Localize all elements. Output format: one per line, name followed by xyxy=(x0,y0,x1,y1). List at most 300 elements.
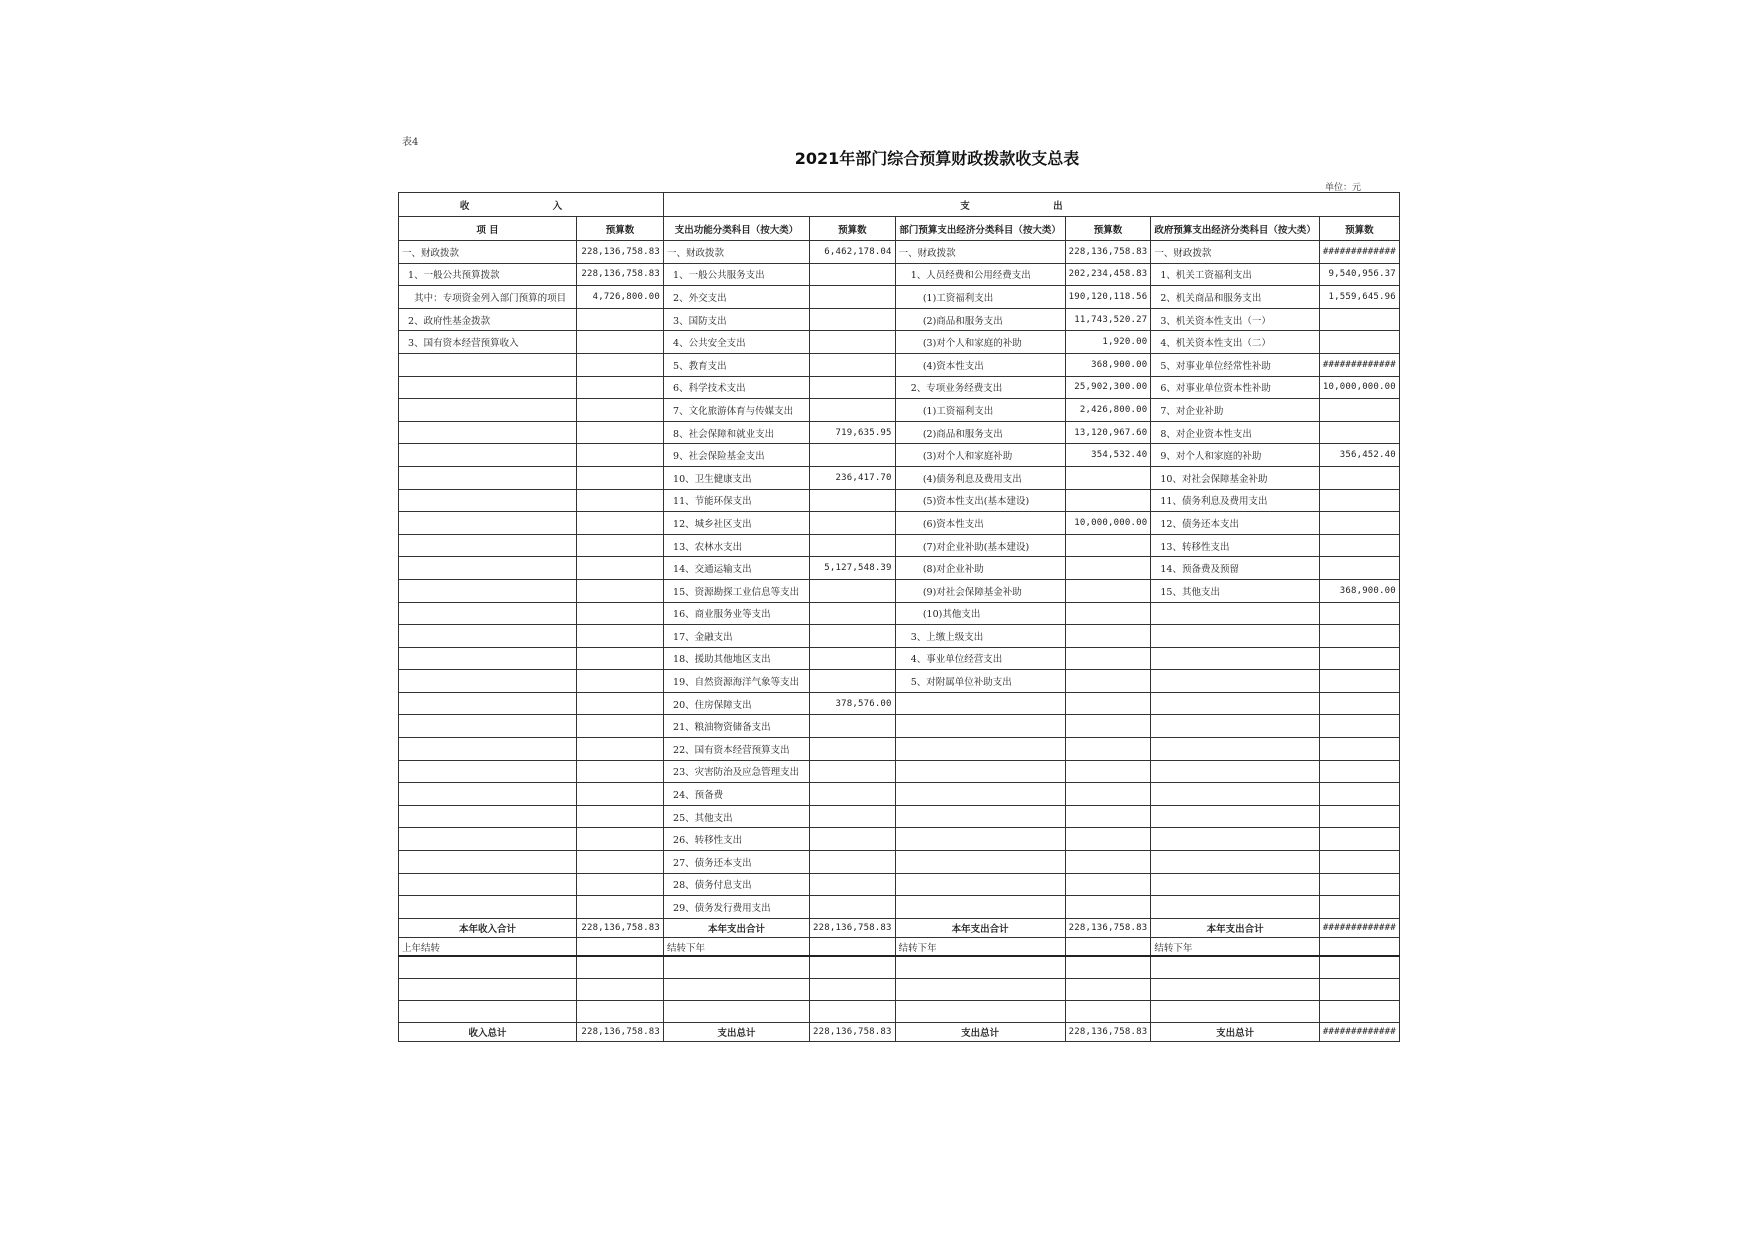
budget-amount-cell xyxy=(1065,937,1151,956)
budget-amount-cell xyxy=(1319,715,1399,738)
budget-amount-cell: 190,120,118.56 xyxy=(1065,286,1151,309)
item-name-cell xyxy=(399,579,577,602)
budget-amount-cell xyxy=(1065,692,1151,715)
budget-amount-cell: 13,120,967.60 xyxy=(1065,421,1151,444)
item-name-cell: 11、债务利息及费用支出 xyxy=(1151,489,1320,512)
budget-amount-cell xyxy=(1319,937,1399,956)
item-name-cell: 支出总计 xyxy=(1151,1022,1320,1041)
table-row xyxy=(399,308,1400,331)
item-name-cell: (1)工资福利支出 xyxy=(895,399,1065,422)
item-name-cell xyxy=(895,783,1065,806)
item-name-cell xyxy=(895,715,1065,738)
item-name-cell xyxy=(1151,896,1320,919)
item-name-cell: 6、对事业单位资本性补助 xyxy=(1151,376,1320,399)
item-name-cell: 其中：专项资金列入部门预算的项目 xyxy=(399,286,577,309)
item-name-cell: (6)资本性支出 xyxy=(895,512,1065,535)
table-row xyxy=(399,715,1400,738)
item-name-cell xyxy=(399,602,577,625)
table-row xyxy=(399,670,1400,693)
item-name-cell: 22、国有资本经营预算支出 xyxy=(664,738,810,761)
item-name-cell: (7)对企业补助(基本建设) xyxy=(895,534,1065,557)
item-name-cell xyxy=(1151,625,1320,648)
item-name-cell: 25、其他支出 xyxy=(664,805,810,828)
budget-amount-cell: 236,417.70 xyxy=(810,466,896,489)
item-name-cell: (4)资本性支出 xyxy=(895,353,1065,376)
table-row xyxy=(399,557,1400,580)
table-row xyxy=(399,241,1400,264)
item-name-cell: 3、机关资本性支出（一） xyxy=(1151,308,1320,331)
budget-amount-cell xyxy=(1319,489,1399,512)
item-name-cell xyxy=(399,873,577,896)
budget-amount-cell xyxy=(1319,331,1399,354)
empty-cell xyxy=(810,978,896,1000)
empty-cell xyxy=(577,956,664,978)
item-name-cell: 7、对企业补助 xyxy=(1151,399,1320,422)
budget-amount-cell xyxy=(1065,851,1151,874)
budget-amount-cell xyxy=(1319,851,1399,874)
table-row xyxy=(399,534,1400,557)
budget-amount-cell xyxy=(1319,828,1399,851)
item-name-cell: 3、上缴上级支出 xyxy=(895,625,1065,648)
empty-cell xyxy=(1065,978,1151,1000)
item-name-cell xyxy=(399,489,577,512)
table-row xyxy=(399,376,1400,399)
table-row xyxy=(399,602,1400,625)
item-name-cell: 18、援助其他地区支出 xyxy=(664,647,810,670)
item-name-cell xyxy=(399,512,577,535)
item-name-cell xyxy=(895,828,1065,851)
item-name-cell: 15、其他支出 xyxy=(1151,579,1320,602)
item-name-cell: 16、商业服务业等支出 xyxy=(664,602,810,625)
item-name-cell: 10、对社会保障基金补助 xyxy=(1151,466,1320,489)
empty-cell xyxy=(810,1000,896,1022)
budget-amount-cell xyxy=(810,738,896,761)
budget-amount-cell: 378,576.00 xyxy=(810,692,896,715)
item-name-cell: 12、城乡社区支出 xyxy=(664,512,810,535)
budget-amount-cell: ############# xyxy=(1319,1022,1399,1041)
item-name-cell: 1、一般公共预算拨款 xyxy=(399,263,577,286)
item-name-cell: 1、人员经费和公用经费支出 xyxy=(895,263,1065,286)
item-name-cell xyxy=(1151,760,1320,783)
table-row xyxy=(399,512,1400,535)
item-name-cell: (3)对个人和家庭的补助 xyxy=(895,331,1065,354)
item-name-cell xyxy=(1151,783,1320,806)
item-name-cell xyxy=(399,625,577,648)
budget-amount-cell xyxy=(1319,873,1399,896)
grand-total-row xyxy=(399,1022,1400,1041)
budget-amount-cell: 25,902,300.00 xyxy=(1065,376,1151,399)
budget-amount-cell xyxy=(1065,557,1151,580)
empty-cell xyxy=(664,956,810,978)
budget-amount-cell: 356,452.40 xyxy=(1319,444,1399,467)
item-name-cell xyxy=(399,783,577,806)
item-name-cell: 9、社会保险基金支出 xyxy=(664,444,810,467)
budget-amount-cell xyxy=(1065,602,1151,625)
budget-amount-cell xyxy=(810,896,896,919)
item-name-cell: 一、财政拨款 xyxy=(895,241,1065,264)
budget-amount-cell xyxy=(1065,805,1151,828)
budget-amount-cell: 2,426,800.00 xyxy=(1065,399,1151,422)
budget-amount-cell xyxy=(577,444,664,467)
item-name-cell xyxy=(399,421,577,444)
table-row xyxy=(399,286,1400,309)
item-name-cell: 支出总计 xyxy=(664,1022,810,1041)
table-row xyxy=(399,647,1400,670)
item-name-cell xyxy=(895,805,1065,828)
item-name-cell: 4、公共安全支出 xyxy=(664,331,810,354)
budget-amount-cell xyxy=(810,399,896,422)
item-name-cell xyxy=(399,647,577,670)
item-name-cell: 本年支出合计 xyxy=(1151,918,1320,937)
column-header: 项 目 xyxy=(399,217,577,241)
budget-amount-cell: 228,136,758.83 xyxy=(810,918,896,937)
budget-amount-cell xyxy=(810,828,896,851)
table-row xyxy=(399,783,1400,806)
column-header: 预算数 xyxy=(810,217,896,241)
budget-amount-cell xyxy=(810,263,896,286)
budget-amount-cell: 228,136,758.83 xyxy=(1065,241,1151,264)
item-name-cell: 13、转移性支出 xyxy=(1151,534,1320,557)
item-name-cell: (10)其他支出 xyxy=(895,602,1065,625)
budget-amount-cell xyxy=(810,331,896,354)
empty-cell xyxy=(810,956,896,978)
budget-amount-cell xyxy=(577,308,664,331)
column-header: 政府预算支出经济分类科目（按大类） xyxy=(1151,217,1320,241)
budget-amount-cell: 6,462,178.04 xyxy=(810,241,896,264)
item-name-cell: 26、转移性支出 xyxy=(664,828,810,851)
budget-amount-cell: 202,234,458.83 xyxy=(1065,263,1151,286)
item-name-cell xyxy=(895,851,1065,874)
budget-amount-cell xyxy=(577,738,664,761)
budget-amount-cell xyxy=(810,670,896,693)
budget-amount-cell xyxy=(810,783,896,806)
item-name-cell: 12、债务还本支出 xyxy=(1151,512,1320,535)
budget-amount-cell: 354,532.40 xyxy=(1065,444,1151,467)
item-name-cell: 14、交通运输支出 xyxy=(664,557,810,580)
budget-amount-cell xyxy=(810,715,896,738)
table-row xyxy=(399,421,1400,444)
item-name-cell: 15、资源勘探工业信息等支出 xyxy=(664,579,810,602)
sheet-label: 表4 xyxy=(402,137,419,148)
item-name-cell: 19、自然资源海洋气象等支出 xyxy=(664,670,810,693)
budget-amount-cell xyxy=(1319,760,1399,783)
empty-cell xyxy=(895,956,1065,978)
budget-amount-cell xyxy=(1065,670,1151,693)
blank-row xyxy=(399,1000,1400,1022)
item-name-cell: 1、机关工资福利支出 xyxy=(1151,263,1320,286)
page-title: 2021年部门综合预算财政拨款收支总表 xyxy=(794,149,1080,168)
budget-amount-cell xyxy=(577,489,664,512)
empty-cell xyxy=(1319,956,1399,978)
table-row xyxy=(399,331,1400,354)
empty-cell xyxy=(399,978,577,1000)
budget-amount-cell xyxy=(1319,399,1399,422)
budget-amount-cell xyxy=(810,534,896,557)
budget-amount-cell xyxy=(1319,647,1399,670)
budget-amount-cell xyxy=(810,512,896,535)
table-row xyxy=(399,263,1400,286)
column-header-row xyxy=(399,217,1400,241)
table-row xyxy=(399,489,1400,512)
table-row xyxy=(399,805,1400,828)
budget-amount-cell xyxy=(1319,602,1399,625)
item-name-cell xyxy=(399,466,577,489)
budget-amount-cell xyxy=(1319,670,1399,693)
item-name-cell: 5、对附属单位补助支出 xyxy=(895,670,1065,693)
budget-amount-cell xyxy=(577,557,664,580)
item-name-cell: (5)资本性支出(基本建设) xyxy=(895,489,1065,512)
budget-amount-cell xyxy=(1065,783,1151,806)
budget-amount-cell: ############# xyxy=(1319,353,1399,376)
budget-amount-cell xyxy=(577,715,664,738)
item-name-cell: (4)债务利息及费用支出 xyxy=(895,466,1065,489)
item-name-cell xyxy=(1151,602,1320,625)
item-name-cell xyxy=(399,534,577,557)
item-name-cell: 6、科学技术支出 xyxy=(664,376,810,399)
item-name-cell: 17、金融支出 xyxy=(664,625,810,648)
item-name-cell: 8、社会保障和就业支出 xyxy=(664,421,810,444)
item-name-cell xyxy=(399,760,577,783)
budget-amount-cell xyxy=(810,308,896,331)
budget-amount-cell: 719,635.95 xyxy=(810,421,896,444)
year-total-row xyxy=(399,918,1400,937)
budget-amount-cell xyxy=(577,331,664,354)
table-row xyxy=(399,851,1400,874)
item-name-cell: 2、外交支出 xyxy=(664,286,810,309)
item-name-cell xyxy=(895,738,1065,761)
item-name-cell: 结转下年 xyxy=(664,937,810,956)
budget-amount-cell xyxy=(577,873,664,896)
budget-amount-cell: 368,900.00 xyxy=(1319,579,1399,602)
budget-amount-cell xyxy=(577,534,664,557)
item-name-cell xyxy=(399,670,577,693)
budget-amount-cell xyxy=(810,444,896,467)
budget-amount-cell: ############# xyxy=(1319,918,1399,937)
empty-cell xyxy=(399,1000,577,1022)
budget-amount-cell: 10,000,000.00 xyxy=(1065,512,1151,535)
item-name-cell: (1)工资福利支出 xyxy=(895,286,1065,309)
item-name-cell xyxy=(399,715,577,738)
table-row xyxy=(399,896,1400,919)
item-name-cell: 结转下年 xyxy=(895,937,1065,956)
table-row xyxy=(399,625,1400,648)
column-header: 支出功能分类科目（按大类） xyxy=(664,217,810,241)
item-name-cell: (2)商品和服务支出 xyxy=(895,421,1065,444)
item-name-cell: 3、国防支出 xyxy=(664,308,810,331)
budget-amount-cell xyxy=(1065,534,1151,557)
budget-amount-cell xyxy=(577,851,664,874)
carry-over-row xyxy=(399,937,1400,956)
empty-cell xyxy=(1151,956,1320,978)
budget-amount-cell xyxy=(1319,625,1399,648)
item-name-cell xyxy=(399,738,577,761)
blank-row xyxy=(399,956,1400,978)
budget-amount-cell xyxy=(577,896,664,919)
item-name-cell: 2、政府性基金拨款 xyxy=(399,308,577,331)
empty-cell xyxy=(1151,978,1320,1000)
item-name-cell: 29、债务发行费用支出 xyxy=(664,896,810,919)
table-row xyxy=(399,828,1400,851)
budget-amount-cell: 10,000,000.00 xyxy=(1319,376,1399,399)
item-name-cell xyxy=(399,692,577,715)
item-name-cell xyxy=(399,828,577,851)
item-name-cell xyxy=(1151,647,1320,670)
blank-row xyxy=(399,978,1400,1000)
item-name-cell xyxy=(1151,828,1320,851)
budget-amount-cell xyxy=(810,286,896,309)
item-name-cell: 21、粮油物资储备支出 xyxy=(664,715,810,738)
item-name-cell xyxy=(895,760,1065,783)
empty-cell xyxy=(399,956,577,978)
empty-cell xyxy=(577,1000,664,1022)
budget-amount-cell xyxy=(1065,579,1151,602)
empty-cell xyxy=(664,978,810,1000)
item-name-cell: (2)商品和服务支出 xyxy=(895,308,1065,331)
budget-amount-cell xyxy=(1065,760,1151,783)
item-name-cell: 7、文化旅游体育与传媒支出 xyxy=(664,399,810,422)
table-row xyxy=(399,399,1400,422)
item-name-cell: 10、卫生健康支出 xyxy=(664,466,810,489)
item-name-cell: 24、预备费 xyxy=(664,783,810,806)
group-header-row xyxy=(399,193,1400,217)
budget-amount-cell: 11,743,520.27 xyxy=(1065,308,1151,331)
budget-amount-cell: 228,136,758.83 xyxy=(1065,918,1151,937)
budget-amount-cell xyxy=(1319,692,1399,715)
table-row xyxy=(399,466,1400,489)
empty-cell xyxy=(895,1000,1065,1022)
budget-amount-cell xyxy=(810,760,896,783)
item-name-cell xyxy=(895,692,1065,715)
budget-amount-cell xyxy=(577,466,664,489)
item-name-cell xyxy=(399,805,577,828)
budget-amount-cell xyxy=(577,647,664,670)
item-name-cell: 本年收入合计 xyxy=(399,918,577,937)
empty-cell xyxy=(895,978,1065,1000)
budget-amount-cell xyxy=(577,783,664,806)
column-header: 预算数 xyxy=(1319,217,1399,241)
column-header: 部门预算支出经济分类科目（按大类） xyxy=(895,217,1065,241)
empty-cell xyxy=(1319,1000,1399,1022)
item-name-cell: 28、债务付息支出 xyxy=(664,873,810,896)
budget-amount-cell xyxy=(577,579,664,602)
budget-amount-cell xyxy=(810,625,896,648)
item-name-cell: 5、教育支出 xyxy=(664,353,810,376)
item-name-cell: 20、住房保障支出 xyxy=(664,692,810,715)
item-name-cell: 2、机关商品和服务支出 xyxy=(1151,286,1320,309)
budget-amount-cell xyxy=(1065,647,1151,670)
budget-amount-cell xyxy=(810,937,896,956)
item-name-cell: 一、财政拨款 xyxy=(1151,241,1320,264)
table-row xyxy=(399,760,1400,783)
budget-amount-cell xyxy=(577,512,664,535)
budget-amount-cell: 1,920.00 xyxy=(1065,331,1151,354)
empty-cell xyxy=(1065,1000,1151,1022)
budget-amount-cell xyxy=(1319,466,1399,489)
budget-amount-cell: 1,559,645.96 xyxy=(1319,286,1399,309)
budget-amount-cell xyxy=(577,399,664,422)
item-name-cell xyxy=(1151,692,1320,715)
budget-amount-cell xyxy=(810,647,896,670)
item-name-cell: 一、财政拨款 xyxy=(664,241,810,264)
item-name-cell: 上年结转 xyxy=(399,937,577,956)
budget-amount-cell xyxy=(810,353,896,376)
budget-amount-cell xyxy=(577,760,664,783)
budget-amount-cell: 228,136,758.83 xyxy=(577,1022,664,1041)
item-name-cell: 27、债务还本支出 xyxy=(664,851,810,874)
item-name-cell xyxy=(399,851,577,874)
budget-amount-cell: 228,136,758.83 xyxy=(810,1022,896,1041)
budget-amount-cell xyxy=(1319,783,1399,806)
budget-amount-cell xyxy=(1319,534,1399,557)
budget-amount-cell xyxy=(577,805,664,828)
item-name-cell xyxy=(399,399,577,422)
item-name-cell: 支出总计 xyxy=(895,1022,1065,1041)
budget-amount-cell xyxy=(1319,512,1399,535)
income-group-header: 收 入 xyxy=(399,193,664,217)
column-header: 预算数 xyxy=(1065,217,1151,241)
budget-amount-cell xyxy=(1065,738,1151,761)
budget-amount-cell xyxy=(1319,805,1399,828)
item-name-cell: 13、农林水支出 xyxy=(664,534,810,557)
empty-cell xyxy=(664,1000,810,1022)
item-name-cell: 1、一般公共服务支出 xyxy=(664,263,810,286)
item-name-cell: 一、财政拨款 xyxy=(399,241,577,264)
table-row xyxy=(399,738,1400,761)
expense-group-header: 支 出 xyxy=(664,193,1400,217)
table-row xyxy=(399,353,1400,376)
item-name-cell: 11、节能环保支出 xyxy=(664,489,810,512)
item-name-cell: 23、灾害防治及应急管理支出 xyxy=(664,760,810,783)
budget-amount-cell xyxy=(1065,466,1151,489)
budget-amount-cell xyxy=(577,937,664,956)
budget-amount-cell xyxy=(1319,557,1399,580)
empty-cell xyxy=(1065,956,1151,978)
budget-amount-cell: 228,136,758.83 xyxy=(1065,1022,1151,1041)
empty-cell xyxy=(1151,1000,1320,1022)
item-name-cell xyxy=(895,873,1065,896)
item-name-cell xyxy=(1151,738,1320,761)
column-header: 预算数 xyxy=(577,217,664,241)
item-name-cell: 收入总计 xyxy=(399,1022,577,1041)
item-name-cell: 14、预备费及预留 xyxy=(1151,557,1320,580)
budget-amount-cell xyxy=(1319,896,1399,919)
budget-amount-cell xyxy=(577,602,664,625)
budget-amount-cell xyxy=(577,670,664,693)
budget-amount-cell xyxy=(810,489,896,512)
table-row xyxy=(399,692,1400,715)
budget-amount-cell xyxy=(577,376,664,399)
item-name-cell xyxy=(1151,851,1320,874)
budget-amount-cell: 4,726,800.00 xyxy=(577,286,664,309)
table-row xyxy=(399,444,1400,467)
budget-amount-cell xyxy=(577,625,664,648)
item-name-cell xyxy=(1151,670,1320,693)
item-name-cell: 9、对个人和家庭的补助 xyxy=(1151,444,1320,467)
budget-amount-cell xyxy=(1065,625,1151,648)
item-name-cell xyxy=(399,896,577,919)
item-name-cell: 4、事业单位经营支出 xyxy=(895,647,1065,670)
item-name-cell xyxy=(895,896,1065,919)
item-name-cell: (3)对个人和家庭补助 xyxy=(895,444,1065,467)
item-name-cell: (9)对社会保障基金补助 xyxy=(895,579,1065,602)
budget-amount-cell xyxy=(810,602,896,625)
empty-cell xyxy=(1319,978,1399,1000)
item-name-cell: (8)对企业补助 xyxy=(895,557,1065,580)
budget-amount-cell xyxy=(810,805,896,828)
budget-amount-cell xyxy=(577,353,664,376)
budget-amount-cell xyxy=(1065,715,1151,738)
budget-amount-cell: 9,540,956.37 xyxy=(1319,263,1399,286)
